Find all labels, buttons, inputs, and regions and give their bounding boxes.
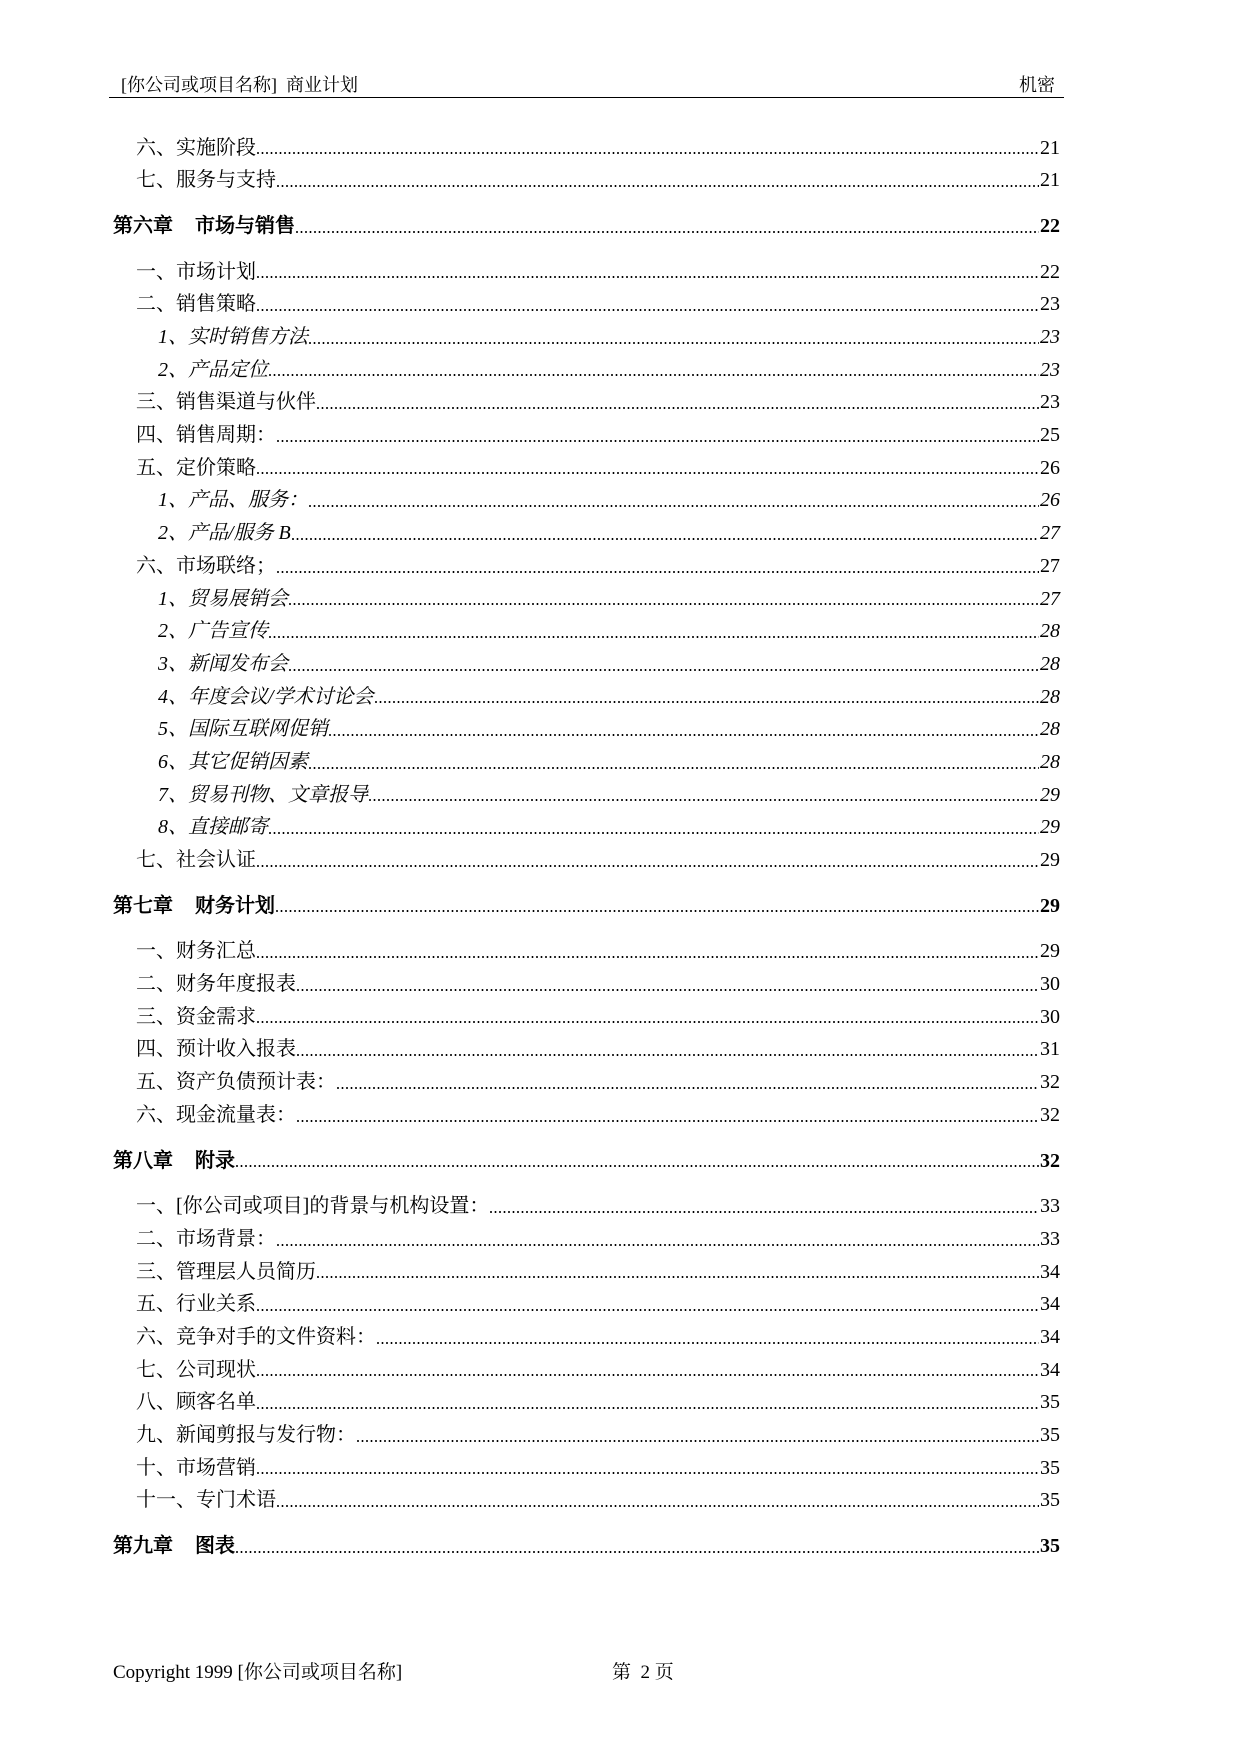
toc-entry-title: 二、财务年度报表 <box>136 973 296 996</box>
header-title: [你公司或项目名称] 商业计划 <box>121 74 358 95</box>
dot-leader <box>277 440 1039 442</box>
toc-subsection-entry <box>113 517 1060 550</box>
dot-leader <box>277 1505 1039 1507</box>
toc-entry-title: 市场与销售 <box>195 214 295 237</box>
dot-leader <box>337 1087 1039 1089</box>
toc-entry-title: 五、资产负债预计表： <box>136 1071 336 1094</box>
toc-entry-title: 一、[你公司或项目]的背景与机构设置： <box>136 1195 490 1218</box>
toc-entry-title: 2、广告宣传 <box>158 620 268 643</box>
toc-entry-title: 四、预计收入报表 <box>136 1038 296 1061</box>
dot-leader <box>297 1120 1039 1122</box>
toc-entry-page: 35 <box>1040 1424 1060 1447</box>
toc-entry-title: 六、实施阶段 <box>136 136 256 159</box>
dot-leader <box>257 276 1039 278</box>
toc-section-entry <box>113 132 1060 165</box>
toc-section-entry <box>113 1223 1060 1256</box>
toc-entry-page: 35 <box>1040 1489 1060 1512</box>
toc-chapter-number: 第八章 <box>113 1149 173 1172</box>
toc-entry-page: 22 <box>1040 260 1060 283</box>
dot-leader <box>309 505 1039 507</box>
toc-entry-title: 4、年度会议/学术讨论会 <box>158 685 374 708</box>
toc-entry-page: 34 <box>1040 1325 1060 1348</box>
toc-subsection-entry <box>113 321 1060 354</box>
toc-section-entry <box>113 419 1060 452</box>
dot-leader <box>375 701 1039 703</box>
toc-entry-page: 35 <box>1040 1391 1060 1414</box>
dot-leader <box>357 1440 1039 1442</box>
toc-section-entry <box>113 968 1060 1001</box>
toc-entry-page: 28 <box>1040 685 1060 708</box>
toc-chapter-number: 第六章 <box>113 214 173 237</box>
toc-entry-page: 27 <box>1040 587 1060 610</box>
toc-entry-page: 34 <box>1040 1358 1060 1381</box>
toc-entry-title: 2、产品/服务 B <box>158 522 291 545</box>
toc-chapter-entry <box>113 890 1060 923</box>
dot-leader <box>289 669 1039 671</box>
toc-entry-page: 33 <box>1040 1195 1060 1218</box>
toc-entry-title: 七、社会认证 <box>136 849 256 872</box>
dot-leader <box>292 538 1039 540</box>
toc-entry-page: 32 <box>1040 1071 1060 1094</box>
toc-entry-page: 28 <box>1040 750 1060 773</box>
toc-entry-title: 八、顾客名单 <box>136 1391 256 1414</box>
toc-entry-page: 34 <box>1040 1260 1060 1283</box>
toc-section-entry <box>113 1354 1060 1387</box>
toc-section-entry <box>113 1452 1060 1485</box>
toc-section-entry <box>113 1001 1060 1034</box>
toc-chapter-entry <box>113 210 1060 243</box>
dot-leader <box>277 185 1039 187</box>
dot-leader <box>236 1165 1039 1167</box>
toc-section-entry <box>113 386 1060 419</box>
dot-leader <box>257 1407 1039 1409</box>
toc-entry-title: 1、贸易展销会 <box>158 587 288 610</box>
toc-entry-page: 30 <box>1040 1005 1060 1028</box>
toc-section-entry <box>113 256 1060 289</box>
toc-entry-page: 23 <box>1040 358 1060 381</box>
toc-entry-title: 十一、专门术语 <box>136 1489 276 1512</box>
toc-subsection-entry <box>113 583 1060 616</box>
toc-entry-page: 35 <box>1040 1456 1060 1479</box>
toc-entry-title: 财务计划 <box>195 894 275 917</box>
confidential-label: 机密 <box>1019 74 1055 95</box>
dot-leader <box>257 309 1039 311</box>
toc-section-entry <box>113 1066 1060 1099</box>
toc-entry-title: 七、公司现状 <box>136 1358 256 1381</box>
dot-leader <box>269 636 1039 638</box>
toc-entry-title: 1、产品、服务： <box>158 489 308 512</box>
toc-entry-page: 27 <box>1040 554 1060 577</box>
toc-entry-page: 23 <box>1040 293 1060 316</box>
toc-entry-page: 26 <box>1040 456 1060 479</box>
toc-entry-page: 22 <box>1040 214 1060 237</box>
toc-entry-title: 2、产品定位 <box>158 358 268 381</box>
toc-section-entry <box>113 1099 1060 1132</box>
toc-entry-page: 28 <box>1040 620 1060 643</box>
toc-subsection-entry <box>113 484 1060 517</box>
dot-leader <box>309 767 1039 769</box>
toc-section-entry <box>113 1321 1060 1354</box>
toc-entry-title: 7、贸易刊物、文章报导 <box>158 783 368 806</box>
dot-leader <box>257 1021 1039 1023</box>
toc-entry-page: 32 <box>1040 1103 1060 1126</box>
dot-leader <box>257 152 1039 154</box>
toc-entry-title: 六、现金流量表： <box>136 1103 296 1126</box>
toc-section-entry <box>113 935 1060 968</box>
dot-leader <box>257 1309 1039 1311</box>
toc-entry-page: 35 <box>1040 1535 1060 1558</box>
toc-entry-title: 8、直接邮寄 <box>158 816 268 839</box>
toc-entry-page: 31 <box>1040 1038 1060 1061</box>
toc-entry-page: 30 <box>1040 973 1060 996</box>
toc-entry-title: 九、新闻剪报与发行物： <box>136 1424 356 1447</box>
toc-entry-title: 七、服务与支持 <box>136 169 276 192</box>
dot-leader <box>257 1374 1039 1376</box>
toc-section-entry <box>113 1419 1060 1452</box>
toc-section-entry <box>113 844 1060 877</box>
toc-entry-title: 图表 <box>195 1535 235 1558</box>
dot-leader <box>277 571 1039 573</box>
toc-subsection-entry <box>113 713 1060 746</box>
toc-section-entry <box>113 164 1060 197</box>
toc-entry-page: 29 <box>1040 816 1060 839</box>
toc-chapter-number: 第九章 <box>113 1535 173 1558</box>
toc-entry-title: 十、市场营销 <box>136 1456 256 1479</box>
dot-leader <box>289 603 1039 605</box>
dot-leader <box>277 1244 1039 1246</box>
toc-entry-title: 五、定价策略 <box>136 456 256 479</box>
toc-section-entry <box>113 1190 1060 1223</box>
toc-entry-page: 27 <box>1040 522 1060 545</box>
toc-subsection-entry <box>113 746 1060 779</box>
toc-entry-page: 33 <box>1040 1227 1060 1250</box>
toc-section-entry <box>113 1033 1060 1066</box>
toc-entry-page: 25 <box>1040 424 1060 447</box>
toc-entry-title: 5、国际互联网促销 <box>158 718 328 741</box>
toc-entry-page: 29 <box>1040 783 1060 806</box>
toc-entry-page: 28 <box>1040 718 1060 741</box>
dot-leader <box>309 342 1039 344</box>
toc-section-entry <box>113 1256 1060 1289</box>
dot-leader <box>276 910 1039 912</box>
page-footer <box>113 1660 1060 1686</box>
toc-entry-page: 23 <box>1040 391 1060 414</box>
toc-entry-page: 34 <box>1040 1293 1060 1316</box>
toc-entry-title: 二、销售策略 <box>136 293 256 316</box>
toc-entry-title: 一、财务汇总 <box>136 940 256 963</box>
toc-subsection-entry <box>113 779 1060 812</box>
toc-entry-page: 32 <box>1040 1149 1060 1172</box>
toc-entry-title: 1、实时销售方法 <box>158 326 308 349</box>
toc-entry-page: 23 <box>1040 326 1060 349</box>
dot-leader <box>329 734 1039 736</box>
toc-entry-page: 29 <box>1040 940 1060 963</box>
dot-leader <box>296 231 1039 233</box>
toc-subsection-entry <box>113 681 1060 714</box>
toc-entry-page: 29 <box>1040 894 1060 917</box>
toc-entry-title: 三、资金需求 <box>136 1005 256 1028</box>
toc-entry-title: 二、市场背景： <box>136 1227 276 1250</box>
toc-entry-page: 21 <box>1040 136 1060 159</box>
toc-chapter-entry <box>113 1145 1060 1178</box>
toc-entry-page: 29 <box>1040 849 1060 872</box>
toc-chapter-entry <box>113 1530 1060 1563</box>
toc-subsection-entry <box>113 648 1060 681</box>
toc-section-entry <box>113 1484 1060 1517</box>
dot-leader <box>490 1211 1039 1213</box>
toc-section-entry <box>113 1288 1060 1321</box>
toc-entry-title: 一、市场计划 <box>136 260 256 283</box>
toc-entry-title: 三、管理层人员简历 <box>136 1260 316 1283</box>
dot-leader <box>257 472 1039 474</box>
dot-leader <box>269 374 1039 376</box>
dot-leader <box>317 407 1039 409</box>
dot-leader <box>236 1551 1039 1553</box>
footer-page-number: 第 2 页 <box>612 1662 674 1683</box>
dot-leader <box>257 1472 1039 1474</box>
dot-leader <box>257 956 1039 958</box>
dot-leader <box>297 989 1039 991</box>
toc-section-entry <box>113 452 1060 485</box>
dot-leader <box>369 799 1039 801</box>
dot-leader <box>377 1342 1039 1344</box>
footer-copyright: Copyright 1999 [你公司或项目名称] <box>113 1662 403 1683</box>
dot-leader <box>317 1276 1039 1278</box>
toc-entry-title: 四、销售周期： <box>136 424 276 447</box>
toc-entry-title: 六、竞争对手的文件资料： <box>136 1325 376 1348</box>
dot-leader <box>257 865 1039 867</box>
toc-subsection-entry <box>113 811 1060 844</box>
toc-entry-page: 21 <box>1040 169 1060 192</box>
table-of-contents <box>113 132 1060 1563</box>
toc-chapter-number: 第七章 <box>113 894 173 917</box>
dot-leader <box>269 832 1039 834</box>
toc-section-entry <box>113 1386 1060 1419</box>
toc-section-entry <box>113 550 1060 583</box>
toc-entry-title: 三、销售渠道与伙伴 <box>136 391 316 414</box>
toc-entry-page: 28 <box>1040 652 1060 675</box>
toc-entry-title: 6、其它促销因素 <box>158 750 308 773</box>
toc-subsection-entry <box>113 354 1060 387</box>
toc-subsection-entry <box>113 615 1060 648</box>
toc-entry-title: 3、新闻发布会 <box>158 652 288 675</box>
toc-entry-title: 附录 <box>195 1149 235 1172</box>
toc-entry-title: 六、市场联络； <box>136 554 276 577</box>
toc-section-entry <box>113 288 1060 321</box>
dot-leader <box>297 1054 1039 1056</box>
toc-entry-page: 26 <box>1040 489 1060 512</box>
toc-entry-title: 五、行业关系 <box>136 1293 256 1316</box>
page-header <box>109 70 1064 98</box>
